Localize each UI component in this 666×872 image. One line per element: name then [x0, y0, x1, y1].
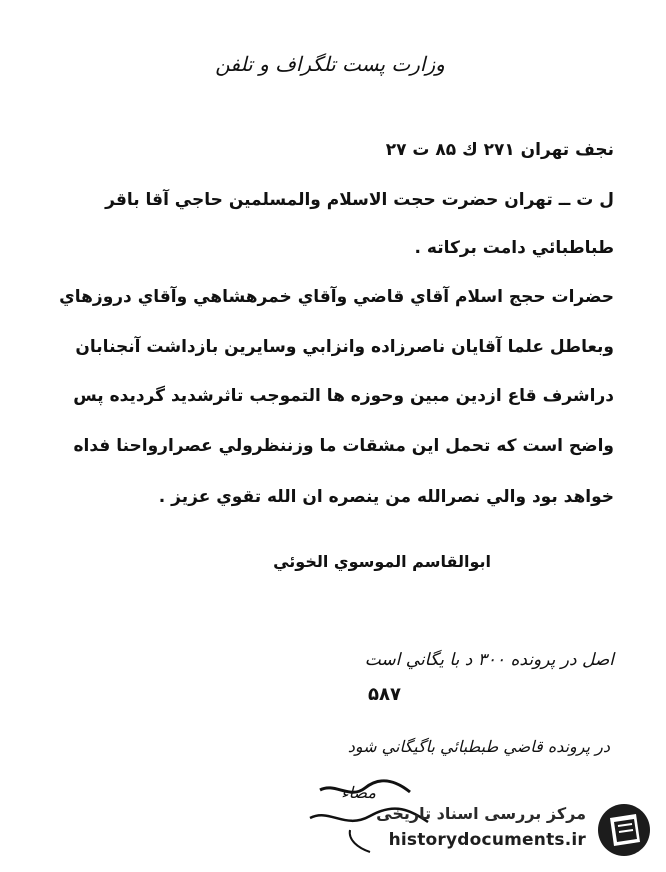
body-line: دراشرف قاع ازدين مبين وحوزه ها التموجب تاثرشديد گرديده پس	[73, 386, 614, 406]
handwritten-note: مضاء	[341, 783, 376, 802]
watermark	[376, 800, 658, 862]
body-line: طباطبائي دامت بركاته .	[414, 238, 614, 258]
letterhead-title: وزارت پست تلگراف و تلفن	[215, 52, 445, 76]
body-line: وبعاطل علما آقايان ناصرزاده وانزابي وسايرين بازداشت آنجنابان	[75, 337, 614, 357]
archive-logo-icon	[596, 802, 652, 858]
body-line: حضرات حجج اسلام آقاي قاضي وآقاي خمرهشاهي وآقاي دروزهاي	[59, 287, 614, 307]
body-line: ل ت ــ تهران حضرت حجت الاسلام والمسلمين حاجي آقا باقر	[105, 190, 614, 210]
watermark-title: مرکز بررسی اسناد تاریخی	[376, 804, 586, 823]
signature-line: ابوالقاسم الموسوي الخوئي	[273, 552, 491, 571]
body-line: خواهد بود والي نصرالله من ينصره ان الله تقوي عزيز .	[158, 487, 614, 507]
body-line: واضح است كه تحمل اين مشقات ما وزننظرولي عصرارواحنا فداه	[73, 436, 614, 456]
handwritten-note: در پرونده قاضي طبطبائي باگيگاني شود	[347, 737, 610, 756]
telegram-routing-line: نجف تهران ۲۷۱ ك ۸۵ ت ۲۷	[385, 140, 614, 160]
handwritten-number: ۵۸۷	[368, 684, 401, 705]
handwritten-note: اصل در پرونده ۳۰۰ د با يگاني است	[364, 650, 614, 670]
watermark-url: historydocuments.ir	[388, 830, 586, 850]
